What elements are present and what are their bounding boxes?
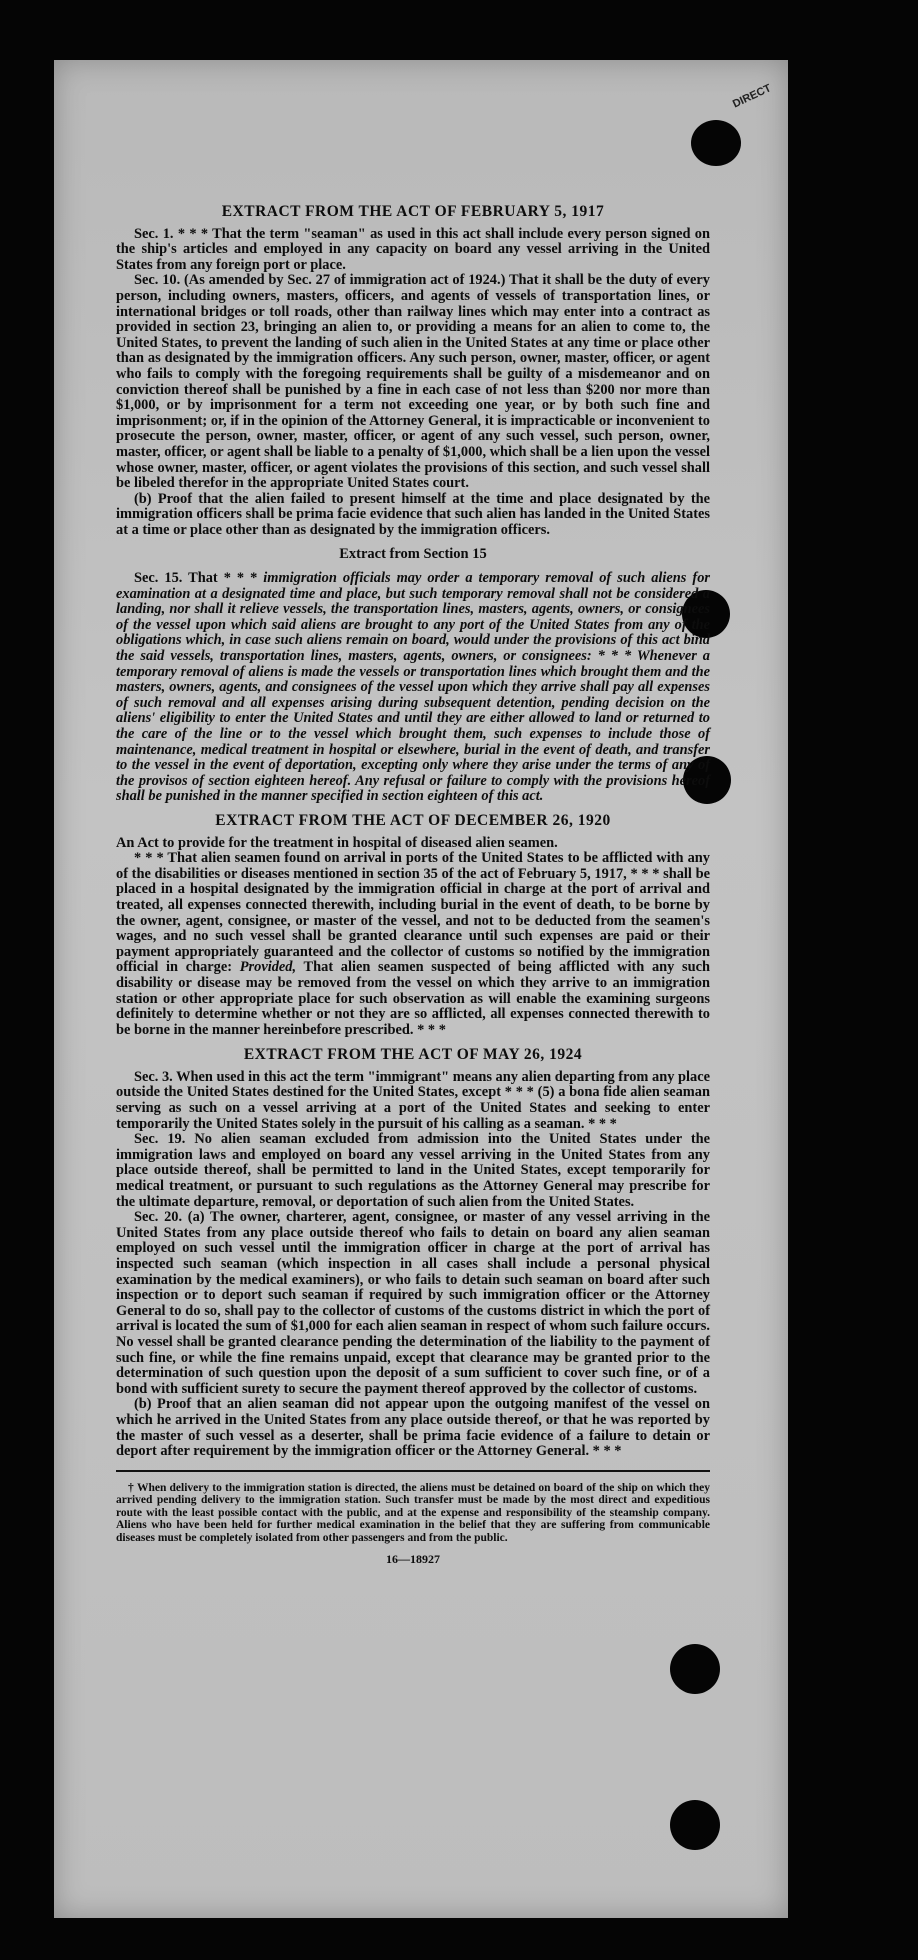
paragraph-sec-10b: (b) Proof that the alien failed to present himself at the time and place designated by the immigration officers shall be prima facie evidence that such alien has landed in the United States at a time or place other than as designated by the immigration officers.	[116, 490, 710, 538]
act-1920-provided: Provided,	[239, 959, 297, 976]
footnote: † When delivery to the immigration station is directed, the aliens must be detained on board of the ship on which they arrived pending delivery to the immigration station. Such transfer must be made by the most direct and expeditious route with the least possible contact with the public, and at the expense and responsibility of the steamship company. Aliens who have been held for further medical examination in the belief that they are suffering from communicable diseases must be completely isolated from other passengers and from the public.	[116, 1481, 710, 1544]
act-1920-body-a: * * * That alien seamen found on arrival in ports of the United States to be afflicted with any of the disabilities or diseases mentioned in section 35 of the act of February 5, 1917, * * * shall be placed in a hospital designated by the immigration official in charge at the port of arrival and treated, all expenses connected therewith, including burial in the event of death, to be borne by the owner, agent, consignee, or master of the vessel, and not to be deducted from the seamen's wages, and no such vessel shall be granted clearance until such expenses are paid or their payment appropriately guaranteed and the collector of customs so notified by the immigration official in charge:	[116, 850, 710, 976]
document-text	[116, 204, 710, 1568]
paragraph-1920-title: An Act to provide for the treatment in hospital of diseased alien seamen.	[116, 834, 558, 851]
paragraph-sec-15	[116, 571, 710, 805]
paragraph-1920-body	[116, 851, 710, 1038]
paragraph-sec-1: Sec. 1. * * * That the term "seaman" as used in this act shall include every person signed on the ship's articles and employed in any capacity on board any vessel arriving in the United States from any foreign port or place.	[116, 225, 710, 273]
punch-hole-lower	[670, 1644, 720, 1694]
subheading-section-15: Extract from Section 15	[339, 546, 487, 563]
footnote-divider	[116, 1470, 710, 1472]
form-number: 16—18927	[386, 1552, 440, 1567]
paragraph-sec-10: Sec. 10. (As amended by Sec. 27 of immigration act of 1924.) That it shall be the duty of every person, including owners, masters, officers, and agents of vessels of transportation lines, or international bridges or toll roads, other than railway lines which may enter into a contract as provided in section 23, bringing an alien to, or providing a means for an alien to come to, the United States, to prevent the landing of such alien in the United States at any time or place other than as designated by the immigration officers. Any such person, owner, master, officer, or agent who fails to comply with the foregoing requirements shall be guilty of a misdemeanor and on conviction thereof shall be punished by a fine in each case of not less than $200 nor more than $1,000, or by imprisonment for a term not exceeding one year, or by both such fine and imprisonment; or, if in the opinion of the Attorney General, it is impracticable or inconvenient to prosecute the person, owner, master, officer, or agent of any such vessel, such person, owner, master, officer, or agent shall be liable to a penalty of $1,000, which shall be a lien upon the vessel whose owner, master, officer, or agent violates the provisions of this section, and such vessel shall be libeled therefor in the appropriate United States court.	[116, 272, 710, 492]
punch-hole-bottom	[670, 1800, 720, 1850]
punch-hole-top	[691, 120, 741, 166]
sec-15-lead: Sec. 15. That * * *	[134, 570, 264, 587]
paragraph-sec-19: Sec. 19. No alien seaman excluded from admission into the United States under the immigration laws and employed on board any vessel arriving in the United States from any place outside thereof, shall be permitted to land in the United States, except temporarily for medical treatment, or pursuant to such regulations as the Attorney General may prescribe for the ultimate departure, removal, or deportation of such alien from the United States.	[116, 1131, 710, 1210]
paragraph-sec-3: Sec. 3. When used in this act the term "immigrant" means any alien departing from any place outside the United States destined for the United States, except * * * (5) a bona fide alien seaman serving as such on a vessel arriving at a port of the United States and seeking to enter temporarily the United States solely in the pursuit of his calling as a seaman. * * *	[116, 1068, 710, 1132]
paragraph-sec-20a: Sec. 20. (a) The owner, charterer, agent, consignee, or master of any vessel arriving in the United States from any place outside thereof who fails to detain on board any alien seaman employed on such vessel until the immigration officer in charge at the port of arrival has inspected such seaman (which inspection in all cases shall include a personal physical examination by the medical examiners), or who fails to detain such seaman on board after such inspection or to deport such seaman if required by such immigration officer or the Attorney General to do so, shall pay to the collector of customs of the customs district in which the port of arrival is located the sum of $1,000 for each alien seaman in respect of whom such failure occurs. No vessel shall be granted clearance pending the determination of the liability to the payment of such fine, or while the fine remains unpaid, except that clearance may be granted prior to the determination of such question upon the deposit of a sum sufficient to cover such fine, or of a bond with sufficient surety to secure the payment thereof approved by the collector of customs.	[116, 1209, 710, 1397]
paragraph-sec-20b: (b) Proof that an alien seaman did not appear upon the outgoing manifest of the vessel on which he arrived in the United States from any place outside thereof, or that he was reported by the master of such vessel as a deserter, shall be prima facie evidence of a failure to detain or deport after requirement by the immigration officer or the Attorney General. * * *	[116, 1396, 710, 1460]
sec-15-italic-text: immigration officials may order a temporary removal of such aliens for examination at a designated time and place, but such temporary removal shall not be considered a landing, nor shall it relieve vessels, the transportation lines, masters, agents, owners, or consignees of the vessel upon which said aliens are brought to any port of the United States from any of the obligations which, in case such aliens remain on board, would under the provisions of this act bind the said vessels, transportation lines, masters, agents, owners, or consignees: * * * Whenever a temporary removal of aliens is made the vessels or transportation lines which brought them and the masters, owners, agents, and consignees of the vessel upon which they arrive shall pay all expenses of such removal and all expenses arising during subsequent detention, pending decision on the aliens' eligibility to enter the United States and until they are either allowed to land or returned to the care of the line or to the vessel which brought them, such expenses to include those of maintenance, medical treatment in hospital or elsewhere, burial in the event of death, and transfer to the vessel in the event of deportation, excepting only where they arise under the terms of any of the provisos of section eighteen hereof. Any refusal or failure to comply with the provisions hereof shall be punished in the manner specified in section eighteen of this act.	[116, 570, 710, 805]
corner-stamp: DIRECT	[730, 82, 774, 111]
heading-act-1924: EXTRACT FROM THE ACT OF MAY 26, 1924	[243, 1046, 583, 1064]
act-1920-body-b: That alien seamen suspected of being afflicted with any such disability or disease may be removed from the vessel on which they arrive to an immigration station or other appropriate place for such observation as will enable the examining surgeons definitely to determine whether or not they are so afflicted, all expenses connected therewith to be borne in the manner hereinbefore prescribed. * * *	[116, 959, 711, 1038]
heading-act-1917: EXTRACT FROM THE ACT OF FEBRUARY 5, 1917	[221, 203, 605, 220]
heading-act-1920: EXTRACT FROM THE ACT OF DECEMBER 26, 1920	[215, 811, 611, 829]
